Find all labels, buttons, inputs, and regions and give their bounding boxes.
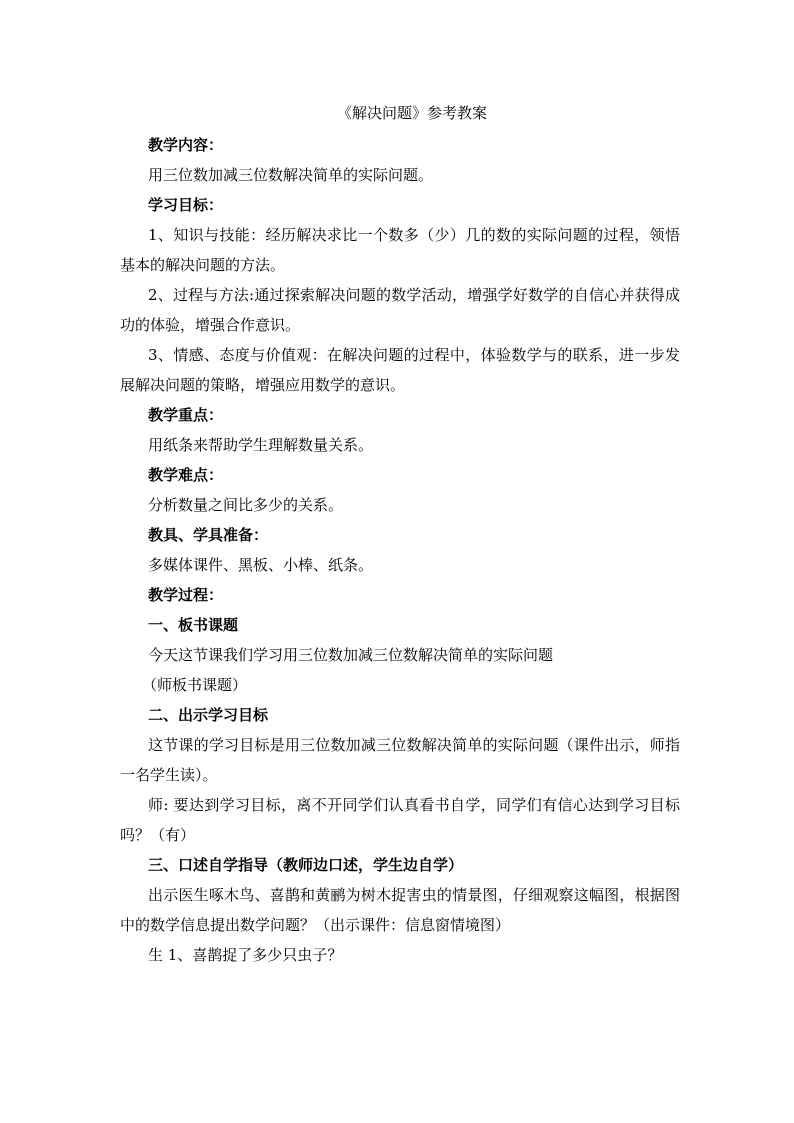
heading-goals: 学习目标： xyxy=(148,196,224,214)
goal-2: 2、过程与方法:通过探索解决问题的数学活动，增强学好数学的自信心并获得成功的体验，增强合作意识。 xyxy=(120,286,680,334)
step-1-note: （师板书课题） xyxy=(142,676,248,694)
step-3-student: 生 1、喜鹊捉了多少只虫子？ xyxy=(148,946,343,964)
step-2-text: 这节课的学习目标是用三位数加减三位数解决简单的实际问题（课件出示，师指一名学生读）。 xyxy=(120,736,680,784)
step-1-heading: 一、板书课题 xyxy=(148,616,239,634)
step-2-heading: 二、出示学习目标 xyxy=(148,706,269,724)
heading-content: 教学内容： xyxy=(148,136,224,154)
heading-process: 教学过程： xyxy=(148,586,224,604)
step-3-heading: 三、口述自学指导（教师边口述，学生边自学） xyxy=(148,856,464,874)
heading-difficulty: 教学难点： xyxy=(148,466,224,484)
document-page xyxy=(120,98,680,970)
document-title: 《解决问题》参考教案 xyxy=(336,104,487,122)
step-1-text: 今天这节课我们学习用三位数加减三位数解决简单的实际问题 xyxy=(148,646,554,664)
content-text: 用三位数加减三位数解决简单的实际问题。 xyxy=(148,166,434,184)
step-2-teacher: 师: 要达到学习目标，离不开同学们认真看书自学，同学们有信心达到学习目标吗？（有） xyxy=(120,796,680,844)
heading-key-point: 教学重点： xyxy=(148,406,224,424)
key-point-text: 用纸条来帮助学生理解数量关系。 xyxy=(148,436,374,454)
tools-text: 多媒体课件、黑板、小棒、纸条。 xyxy=(148,556,374,574)
goal-3: 3、情感、态度与价值观：在解决问题的过程中，体验数学与的联系，进一步发展解决问题的策略，增强应用数学的意识。 xyxy=(120,346,680,394)
goal-1: 1、知识与技能：经历解决求比一个数多（少）几的数的实际问题的过程，领悟基本的解决问题的方法。 xyxy=(120,226,680,274)
step-3-text: 出示医生啄木鸟、喜鹊和黄鹂为树木捉害虫的情景图，仔细观察这幅图，根据图中的数学信息提出数学问题？（出示课件：信息窗情境图） xyxy=(120,886,680,934)
difficulty-text: 分析数量之间比多少的关系。 xyxy=(148,496,344,514)
heading-tools: 教具、学具准备： xyxy=(148,526,269,544)
